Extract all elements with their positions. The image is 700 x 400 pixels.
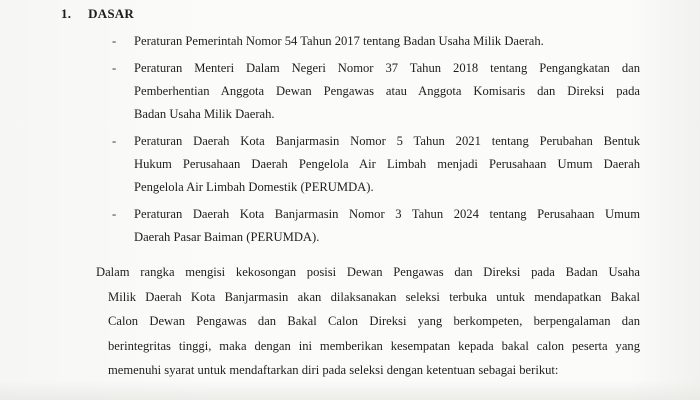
list-item-text [134,30,640,53]
list-item-line: Peraturan Menteri Dalam Negeri Nomor 37 Tahun 2018 tentang Pengangkatan dan [134,61,640,75]
body-paragraph [96,260,640,383]
legal-basis-list [112,30,640,253]
list-item [112,57,640,126]
bullet-dash: - [112,134,117,148]
list-item-line: Peraturan Daerah Kota Banjarmasin Nomor 5 Tahun 2021 tentang Perubahan Bentuk [134,134,640,148]
list-item-line: Pengelola Air Limbah Domestik (PERUMDA). [134,180,374,194]
paragraph-line: Calon Dewan Pengawas dan Bakal Calon Direksi yang berkompeten, berpengalaman dan [108,314,640,328]
list-item [112,130,640,199]
list-item-line: Hukum Perusahaan Daerah Pengelola Air Limbah menjadi Perusahaan Umum Daerah [134,157,640,171]
list-item-line: Badan Usaha Milik Daerah. [134,107,275,121]
list-item-text [134,57,640,126]
bullet-dash: - [112,207,117,221]
list-item-text [134,203,640,249]
paragraph-line: Dalam rangka mengisi kekosongan posisi Dewan Pengawas dan Direksi pada Badan Usaha [96,265,640,279]
list-item-line: Daerah Pasar Baiman (PERUMDA). [134,230,320,244]
page-edge-shadow [0,380,700,400]
section-heading [61,6,134,22]
list-item [112,203,640,249]
section-title: DASAR [88,6,134,21]
list-item-line: Pemberhentian Anggota Dewan Pengawas atau Anggota Komisaris dan Direksi pada [134,84,640,98]
bullet-dash: - [112,61,117,75]
paragraph-line: memenuhi syarat untuk mendaftarkan diri pada seleksi dengan ketentuan sebagai berikut: [108,363,559,377]
paragraph-line: Milik Daerah Kota Banjarmasin akan dilaksanakan seleksi terbuka untuk mendapatkan Bakal [108,289,640,304]
paragraph-line: berintegritas tinggi, maka dengan ini memberikan kesempatan kepada bakal calon peserta yang [108,338,640,353]
bullet-dash: - [112,34,117,48]
list-item [112,30,640,53]
list-item-line: Peraturan Daerah Kota Banjarmasin Nomor 3 Tahun 2024 tentang Perusahaan Umum [134,207,640,221]
list-item-line: Peraturan Pemerintah Nomor 54 Tahun 2017 tentang Badan Usaha Milik Daerah. [134,34,544,48]
section-number: 1. [61,6,72,21]
list-item-text [134,130,640,199]
